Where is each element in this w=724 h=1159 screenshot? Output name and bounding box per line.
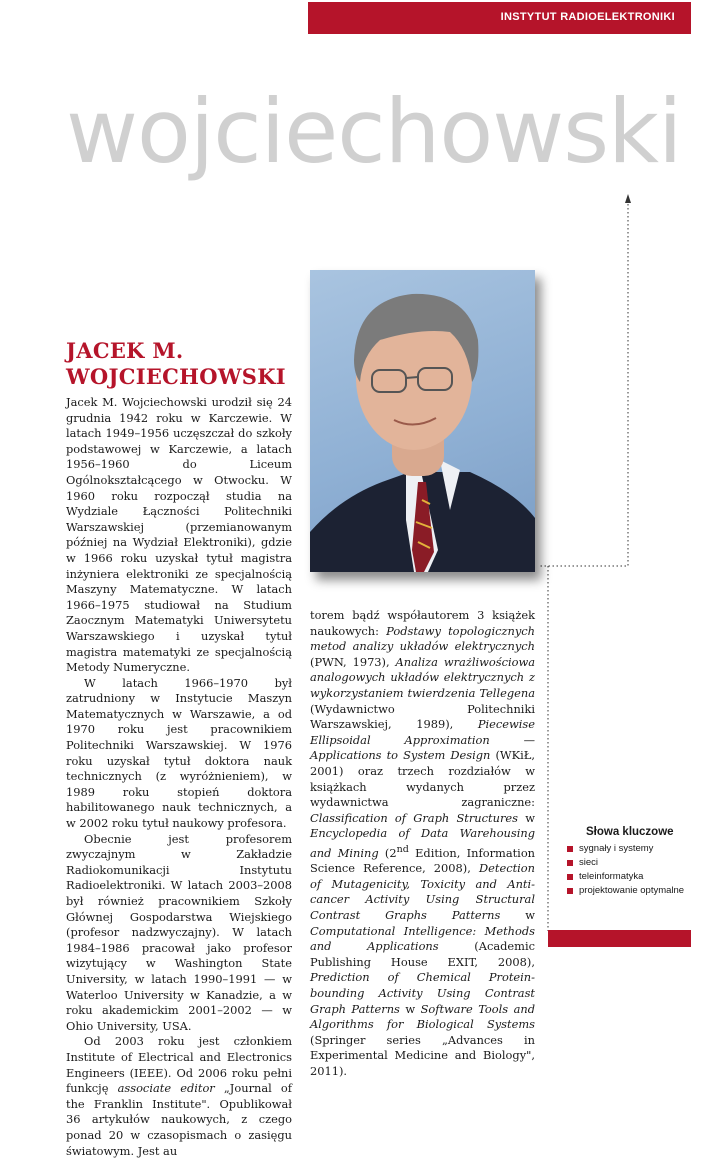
book-title: Analiza wrażliwościowa analogowych układów elektrycznych z wykorzystaniem twierdzenia Tellegena: [310, 654, 536, 700]
superscript: nd: [396, 843, 409, 855]
bio-paragraph-4: [66, 1034, 292, 1159]
bio-text: (2: [378, 845, 397, 860]
bio-italic: associate editor: [117, 1081, 215, 1096]
chapter-title: Prediction of Chemical Protein-bounding Activity Using Contrast Graph Patterns: [310, 970, 535, 1016]
heading-line2: WOJCIECHOWSKI: [66, 364, 286, 389]
book-title: Piecewise Ellipsoidal Approximation — Applications to System Design: [310, 717, 535, 763]
keyword-item: sygnały i systemy: [562, 842, 712, 856]
bio-text: Od 2003 roku jest członkiem Institute of Electrical and Electronics Engineers (IEEE). Od 2006 roku pełni funkcję: [66, 1034, 292, 1096]
bio-text: „Journal of the Franklin Institute". Opublikował 36 artykułów naukowych, z czego ponad 20 w czasopismach o zasięgu światowym. Jest au: [66, 1081, 292, 1158]
keyword-item: teleinformatyka: [562, 870, 712, 884]
bio-text: (PWN, 1973),: [310, 654, 396, 669]
portrait-photo: [310, 270, 535, 572]
bio-text: Edition, Information Science Reference, 2008),: [310, 845, 536, 876]
header-label: INSTYTUT RADIOELEKTRONIKI: [500, 11, 675, 23]
bio-text: (Wydawnictwo Politechniki Warszawskiej, 1989),: [310, 701, 535, 732]
bio-paragraph-5: [310, 608, 535, 1080]
keywords-title: Słowa kluczowe: [586, 826, 674, 838]
keyword-item: sieci: [562, 856, 712, 870]
bio-column-left: [66, 395, 292, 1159]
big-surname: wojciechowski: [66, 80, 682, 183]
keywords-box: [562, 826, 712, 898]
bio-paragraph-1: Jacek M. Wojciechowski urodził się 24 grudnia 1942 roku w Karczewie. W latach 1949–1956 uczęszczał do szkoły podstawowej w Karczewie, a latach 1956–1960 do Liceum Ogólnokształcącego w Otwocku. W 1960 roku rozpoczął studia na Wydziale Łączności Politechniki Warszawskiej (przemianowanym później na Wydział Elektroniki), gdzie w 1966 roku uzyskał tytuł magistra inżyniera elektroniki ze specjalnością Maszyny Matematyczne. W latach 1966–1975 studiował na Studium Zaocznym Matematyki Uniwersytetu Warszawskiego i uzyskał tytuł magistra matematyki ze specjalnością Metody Numeryczne.: [66, 395, 292, 675]
chapter-title: Detection of Mutagenicity, Toxicity and Anti-cancer Activity Using Structural Contrast Graphs Patterns: [310, 861, 535, 923]
bottom-accent-bar: [548, 930, 691, 947]
bio-text: (WKiŁ, 2001) oraz trzech rozdziałów w książkach wydanych przez wydawnictwa zagraniczne:: [310, 748, 535, 810]
keywords-list: [562, 842, 712, 898]
bio-paragraph-3: Obecnie jest profesorem zwyczajnym w Zakładzie Radiokomunikacji Instytutu Radioelektroniki. W latach 2003–2008 był również pracownikiem Szkoły Głównej Gospodarstwa Wiejskiego (profesor nadzwyczajny). W latach 1984–1986 pracował jako profesor wizytujący w Washington State University, w latach 1990–1991 — w Waterloo University w Kanadzie, a w roku akademickim 2001–2002 — w Ohio University, USA.: [66, 831, 292, 1033]
book-title: Software Tools and Algorithms for Biological Systems: [310, 1001, 535, 1032]
header-bar: [308, 2, 691, 34]
heading-line1: JACEK M.: [66, 338, 184, 363]
bio-text: w: [517, 810, 535, 825]
book-title: Computational Intelligence: Methods and Applications: [310, 923, 535, 954]
bio-text: w: [500, 908, 535, 923]
chapter-title: Classification of Graph Structures: [310, 810, 518, 825]
book-title: Encyclopedia of Data Warehousing and Mining: [310, 826, 535, 860]
bio-column-right: [310, 608, 535, 1080]
bio-text: torem bądź współautorem 3 książek naukowych:: [310, 608, 535, 638]
book-title: Podstawy topologicznych metod analizy układów elektrycznych: [310, 623, 535, 654]
bio-paragraph-2: W latach 1966–1970 był zatrudniony w Instytucie Maszyn Matematycznych w Warszawie, a od 1970 roku jest pracownikiem Politechniki Warszawskiej. W 1976 roku uzyskał tytuł doktora nauk technicznych (z wyróżnieniem), w 1989 roku stopień doktora habilitowanego nauk technicznych, a w 2002 roku tytuł naukowy profesora.: [66, 675, 292, 831]
keyword-item: projektowanie optymalne: [562, 884, 712, 898]
article-heading: [66, 338, 296, 390]
bio-text: w: [399, 1001, 421, 1016]
bio-text: (Academic Publishing House EXIT, 2008),: [310, 939, 535, 969]
bio-text: (Springer series „Advances in Experimental Medicine and Biology", 2011).: [310, 1032, 535, 1079]
